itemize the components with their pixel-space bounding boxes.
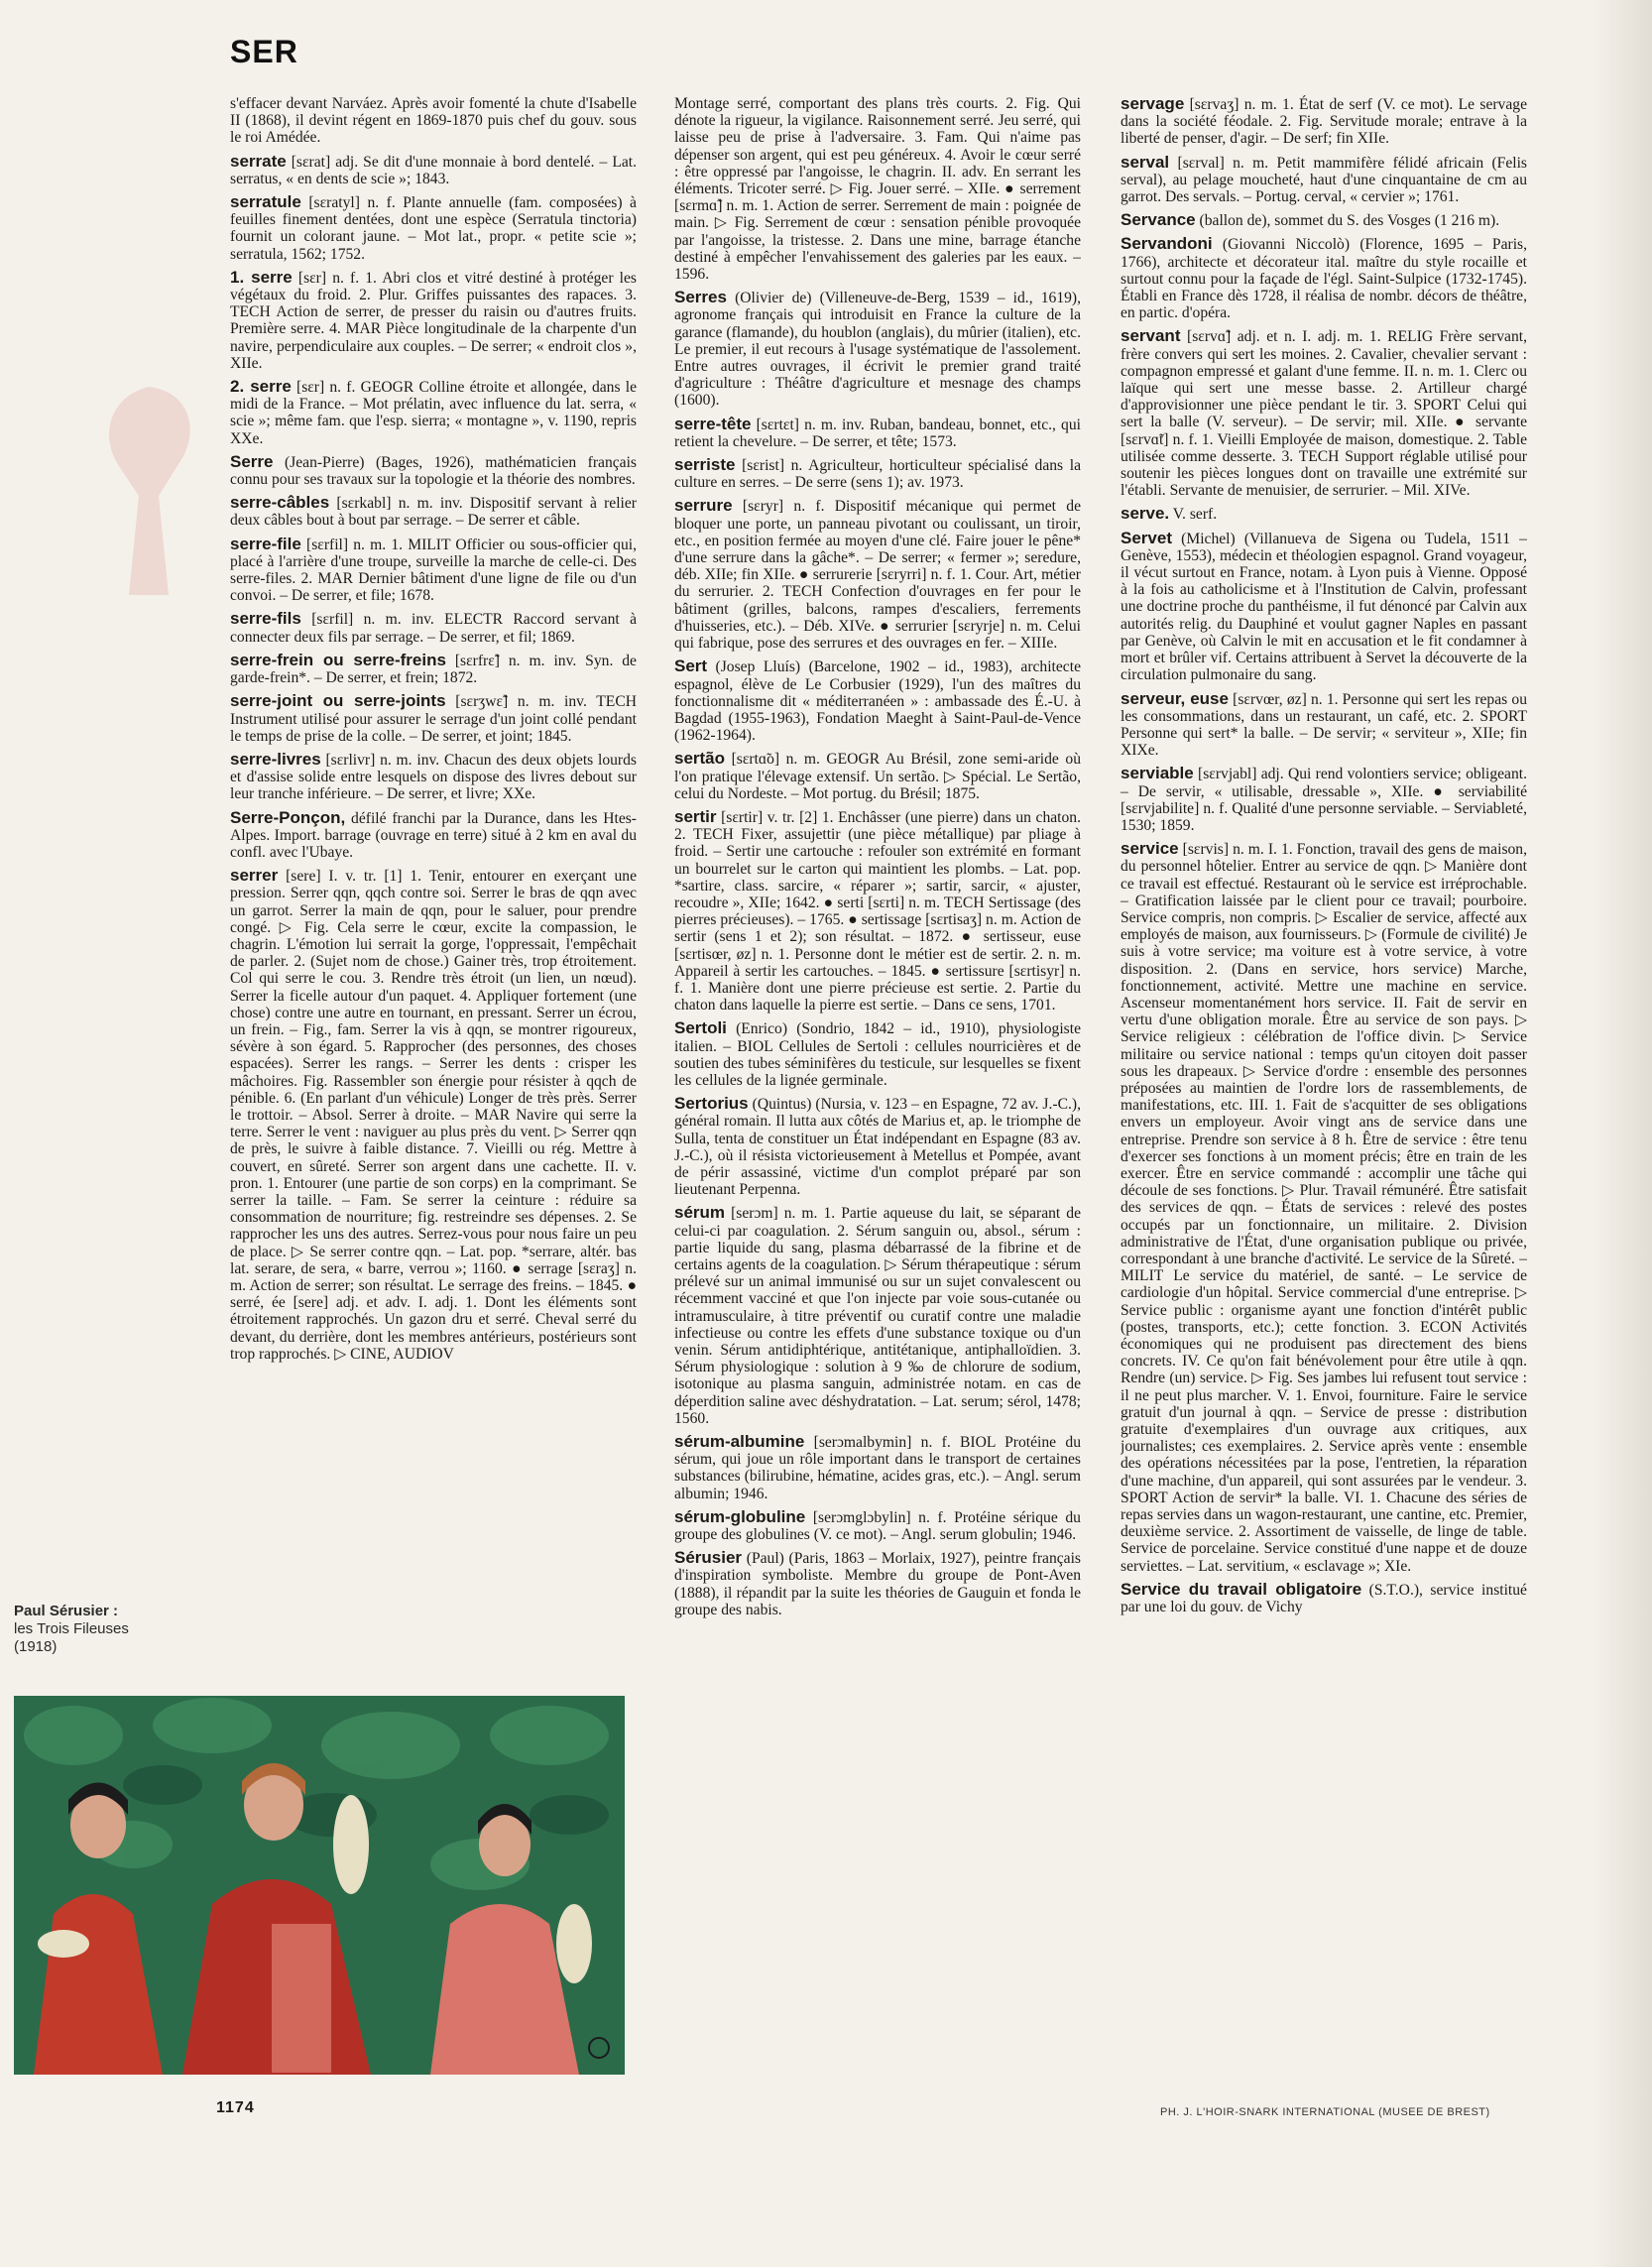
entry-headword: Serre-Ponçon, <box>230 807 346 827</box>
caption-year: (1918) <box>14 1638 58 1655</box>
entry-headword: serval <box>1121 152 1170 172</box>
entry-definition: Montage serré, comportant des plans très courts. 2. Fig. Qui dénote la rigueur, la vigilance. Raisonnement serré. Jeu serré, qui laisse peu de prise à l'adversaire. 3. Fam. Qui n'aime pas dépenser son argent, qui est peu généreux. 4. Avoir le cœur serré : être oppressé par l'angoisse, le chagrin. II. adv. En serrant les éléments. Tricoter serré. ▷ Fig. Jouer serré. – XIIe. ● serrement [sɛrmɑ̃] n. m. 1. Action de serrer. Serrement de main : poignée de main. ▷ Fig. Serrement de cœur : sensation pénible provoquée par l'angoisse, la tristesse. 2. Dans une mine, barrage étanche destiné à empêcher l'envahissement des galeries par les eaux. – 1596. <box>674 95 1081 284</box>
entry-definition: (Jean-Pierre) (Bages, 1926), mathématicien français connu pour ses travaux sur la topologie et la théorie des nombres. <box>230 453 637 489</box>
entry-definition: [sɛrfil] n. m. inv. ELECTR Raccord servant à connecter deux fils par serrage. – De serrer, et fil; 1869. <box>230 611 637 646</box>
entry-definition: (Giovanni Niccolò) (Florence, 1695 – Paris, 1766), architecte et décorateur ital. maître du style rocaille et surtout connu pour la façade de l'égl. Saint-Sulpice (1732-1745). Établi en France dès 1728, il réalisa de nombr. décors de théâtre, en partic. d'opéra. <box>1121 236 1527 322</box>
dictionary-entry <box>1121 235 1527 321</box>
entry-headword: servage <box>1121 95 1185 113</box>
dictionary-entry <box>674 456 1081 491</box>
dictionary-entry <box>674 1204 1081 1427</box>
entry-definition: [sɛr] n. f. GEOGR Colline étroite et allongée, dans le midi de la France. – Mot prélatin, avec influence du lat. serra, « scie »; même fam. que l'esp. sierra; « montagne », v. 1190, repris XXe. <box>230 379 637 447</box>
figure-caption <box>14 1603 212 1656</box>
entry-definition: [serɔmalbymin] n. f. BIOL Protéine du sérum, qui joue un rôle important dans le transport de certaines substances (bilirubine, hématine, acides gras, etc.). – Angl. serum albumin; 1946. <box>674 1434 1081 1502</box>
entry-definition: [serɔm] n. m. 1. Partie aqueuse du lait, se séparant de celui-ci par coagulation. 2. Sérum sanguin ou, absol., sérum : partie liquide du sang, plasma débarrassé de la fibrine et de certains agents de la coagulation. ▷ Sérum thérapeutique : sérum prélevé sur un animal immunisé ou sur un sujet convalescent ou récemment vacciné et que l'on injecte par voie sous-cutanée ou intramusculaire, à titre préventif ou curatif contre une maladie infectieuse ou contre les effets d'une substance toxique ou d'un venin. Sérum antidiphtérique, antitétanique, antiphalloïdien. 3. Sérum physiologique : solution à 9 ‰ de chlorure de sodium, isotonique au plasma sanguin, administrée notam. en cas de déperdition saline avec déshydratation. – Lat. serum; sérol, 1478; 1560. <box>674 1205 1081 1427</box>
entry-definition: (Michel) (Villanueva de Sigena ou Tudela, 1511 – Genève, 1553), médecin et théologien espagnol. Grand voyageur, il vécut surtout en France, notam. à Lyon puis à Vienne. Opposé à la fois au catholicisme et à l'Institution de Calvin, professant une doctrine proche du panthéisme, il fut dénoncé par Calvin aux autorités relig. du Dauphiné et voulut gagner Naples en passant par Genève, où Calvin le mit en accusation et le fit condamner à mort et brûler vif. Certains attribuent à Servet la découverte de la circulation pulmonaire du sang. <box>1121 530 1527 684</box>
dictionary-entry <box>230 610 637 645</box>
dictionary-entry <box>1121 1581 1527 1615</box>
entry-definition: [sɛrtir] v. tr. [2] 1. Enchâsser (une pierre) dans un chaton. 2. TECH Fixer, assujettir (une pièce métallique) par pliage à froid. – Sertir une cartouche : refouler son extrémité en formant un bourrelet sur le carton qui maintient les plombs. – Lat. pop. *sartire, class. sarcire, « réparer »; sartir, sarcir, « ajuster, recoudre », XIIe; 1642. ● serti [sɛrti] n. m. TECH Sertissage (des pierres précieuses). – 1765. ● sertissage [sɛrtisaʒ] n. m. Action de sertir (sens 1 et 2); son résultat. – 1872. ● sertisseur, euse [sɛrtisœr, øz] n. 1. Personne dont le métier est de sertir. 2. n. m. Appareil à sertir les cartouches. – 1845. ● sertissure [sɛrtisyr] n. f. 1. Manière dont une pierre précieuse est sertie. 2. Partie du chaton dans laquelle la pierre est sertie. – Dans ce sens, 1701. <box>674 808 1081 1014</box>
entry-headword: 1. serre <box>230 267 293 287</box>
entry-headword: serriste <box>674 455 736 475</box>
page-number: 1174 <box>216 2099 255 2116</box>
entry-definition: (Paul) (Paris, 1863 – Morlaix, 1927), peintre français d'inspiration symboliste. Membre du groupe de Pont-Aven (1888), il répandit par la suite les théories de Gauguin et fonda le groupe des nabis. <box>674 1550 1081 1618</box>
entry-definition: [sɛrvœr, øz] n. 1. Personne qui sert les repas ou les consommations, dans un restaurant, un café, etc. 2. SPORT Personne qui sert* la balle. – De servir; « serviteur », XIIe; fin XIXe. <box>1121 690 1527 760</box>
entry-definition: [sɛrat] adj. Se dit d'une monnaie à bord dentelé. – Lat. serratus, « en dents de scie »; 1843. <box>230 153 637 187</box>
dictionary-entry <box>230 867 637 1363</box>
entry-headword: sérum-globuline <box>674 1506 806 1526</box>
dictionary-entry <box>230 751 637 803</box>
photo-credit: PH. J. L'HOIR-SNARK INTERNATIONAL (MUSEE DE BREST) <box>1160 2106 1490 2118</box>
entry-headword: serre-fils <box>230 609 301 629</box>
dictionary-entry <box>230 809 637 862</box>
dictionary-entry <box>674 808 1081 1014</box>
entry-definition: [sɛrval] n. m. Petit mammifère félidé africain (Felis serval), au pelage moucheté, haut d'une cinquantaine de cm au garrot. Des servals. – Portug. cerval, « cervier »; 1761. <box>1121 154 1527 206</box>
entry-definition: [sɛryr] n. f. Dispositif mécanique qui permet de bloquer une porte, un panneau pivotant ou coulissant, un tiroir, etc., en position fermée au moyen d'une clé. Faire jouer le pêne* d'une serrure dans la gâche*. – De serrer; « fermer »; seredure, déb. XIIe; fin XIIe. ● serrurerie [sɛryrri] n. f. 1. Cour. Art, métier du serrurier. 2. TECH Confection d'ouvrages en fer pour le bâtiment (grilles, balcons, rampes d'escaliers, ferrements d'huisseries, etc.). – Déb. XIVe. ● serrurier [sɛryrje] n. m. Celui qui fabrique, pose des serrures et des ouvrages en fer. – XIIIe. <box>674 498 1081 653</box>
dictionary-entry <box>230 269 637 372</box>
entry-headword: sertão <box>674 749 726 769</box>
entry-definition: [sɛrlivr] n. m. inv. Chacun des deux objets lourds et d'assise solide entre lesquels on dispose des livres debout sur leur tranche inférieure. – De serrer, et livre; XXe. <box>230 751 637 803</box>
dictionary-entry <box>1121 327 1527 499</box>
entry-headword: serre-file <box>230 534 301 553</box>
entry-headword: service <box>1121 839 1179 859</box>
entry-definition: (Josep Lluís) (Barcelone, 1902 – id., 1983), architecte espagnol, élève de Le Corbusier (1929), l'un des maîtres du fonctionnalisme dit « méditerranéen » : ambassade des É.-U. à Bagdad (1955-1963), Fondation Maeght à Saint-Paul-de-Vence (1962-1964). <box>674 658 1081 745</box>
entry-definition: [sɛrʒwɛ̃] n. m. inv. TECH Instrument utilisé pour assurer le serrage d'un joint collé pendant le temps de prise de la colle. – De serrer, et joint; 1845. <box>230 693 637 745</box>
dictionary-entry <box>1121 530 1527 684</box>
dictionary-entry <box>1121 690 1527 760</box>
entry-definition: [sɛrtɛt] n. m. inv. Ruban, bandeau, bonnet, etc., qui retient la chevelure. – De serrer, et tête; 1573. <box>674 416 1081 450</box>
column-2 <box>674 95 1081 2085</box>
entry-headword: Sertoli <box>674 1018 727 1038</box>
entry-headword: sérum-albumine <box>674 1432 805 1452</box>
entry-headword: Sertorius <box>674 1094 749 1114</box>
dictionary-entry <box>230 453 637 488</box>
entry-definition: s'effacer devant Narváez. Après avoir fomenté la chute d'Isabelle II (1868), il devint régent en 1869-1870 puis chef du gouv. sous le roi Amédée. <box>230 95 637 147</box>
entry-headword: Sérusier <box>674 1548 743 1568</box>
painting-trois-fileuses <box>14 1696 625 2075</box>
entry-headword: serve. <box>1121 504 1170 524</box>
entry-headword: sérum <box>674 1203 726 1223</box>
entry-definition: (Olivier de) (Villeneuve-de-Berg, 1539 – id., 1619), agronome français qui introduisit en France la culture de la garance (flamande), du houblon (anglais), du mûrier (italien), etc. Le premier, il eut recours à l'usage systématique de l'assolement. Entre autres ouvrages, il écrivit le premier grand traité d'agriculture : Théâtre d'agriculture et mesnage des champs (1600). <box>674 290 1081 410</box>
entry-definition: (ballon de), sommet du S. des Vosges (1 216 m). <box>1199 212 1500 230</box>
dictionary-entry <box>230 95 637 147</box>
dictionary-entry <box>674 416 1081 450</box>
dictionary-entry <box>230 494 637 529</box>
entry-headword: Serre <box>230 451 274 471</box>
entry-definition: [sɛrist] n. Agriculteur, horticulteur spécialisé dans la culture en serres. – De serre (sens 1); av. 1973. <box>674 457 1081 492</box>
caption-title: les Trois Fileuses <box>14 1620 129 1637</box>
dictionary-entry <box>674 1549 1081 1618</box>
dictionary-entry <box>1121 154 1527 206</box>
entry-definition: [sɛrvis] n. m. I. 1. Fonction, travail des gens de maison, du personnel hôtelier. Entrer au service de qqn. ▷ Manière dont ce travail est effectué. Restaurant où le service est irréprochable. – Gratification laissée par le client pour ce travail; pourboire. Service compris, non compris. ▷ Escalier de service, affecté aux employés de maison, aux fournisseurs. ▷ (Formule de civilité) Je suis à votre service; ma voiture est à votre service, à votre disposition. 2. (Dans en service, hors service) Marche, fonctionnement, activité. Mettre une machine en service. Ascenseur momentanément hors service. II. Fait de servir en vertu d'une obligation morale. Être au service de son pays. ▷ Service religieux : célébration de l'office divin. ▷ Service militaire ou service national : temps qu'un citoyen doit passer sous les drapeaux. ▷ Service d'ordre : ensemble des personnes préposées au maintien de l'ordre lors de rassemblements, de manifestations, etc. III. 1. Fait de s'acquitter de ses obligations envers un employeur. Avoir vingt ans de service dans une entreprise. Prendre son service à 8 h. Être de service : être tenu d'exercer ses fonctions à un moment précis; être en train de les exercer. Être en service commandé : accomplir une tâche qui découle de ses fonctions. ▷ Plur. Travail rémunéré. Être satisfait des services de qqn. – États de services : relevé des postes occupés par un fonctionnaire, un militaire. 2. Division administrative de l'État, d'une organisation publique ou privée, correspondant à une branche d'activité. Le service de la Sûreté. – MILIT Le service du matériel, de santé. – Le service de cardiologie d'un hôpital. Service commercial d'une entreprise. ▷ Service public : organisme ayant une fonction d'intérêt public (postes, transports, etc.); cette fonction. 3. ECON Activités économiques qui ne produisent pas directement des biens concrets. IV. Ce qu'on fait bénévolement pour être utile à qqn. Rendre (un) service. ▷ Fig. Ses jambes lui refusent tout service : il ne peut plus marcher. V. 1. Envoi, fourniture. Faire le service gratuit d'un journal à qqn. – Service de presse : distribution gratuite d'exemplaires d'un ouvrage aux critiques, aux journalistes; ces exemplaires. 2. Service après vente : ensemble des opérations nécessitées par la pose, l'entretien, la réparation d'une machine, d'un appareil, qui sont assurées par le vendeur. 3. SPORT Action de servir* la balle. VI. 1. Chacune des séries de repas servies dans un wagon-restaurant, une cantine, etc. Premier, deuxième service. 2. Assortiment de vaisselle, de linge de table. Service de porcelaine. Service constitué d'une nappe et de douze serviettes. – Lat. servitium, « esclavage »; XIe. <box>1121 841 1527 1575</box>
entry-headword: serveur, euse <box>1121 688 1229 708</box>
dictionary-entry <box>674 497 1081 652</box>
dictionary-entry <box>1121 840 1527 1575</box>
entry-definition: V. serf. <box>1172 506 1218 524</box>
dictionary-entry <box>674 1019 1081 1089</box>
column-3 <box>1121 95 1527 2085</box>
dictionary-entry <box>674 1508 1081 1543</box>
dictionary-entry <box>1121 211 1527 229</box>
entry-definition: défilé franchi par la Durance, dans les Htes-Alpes. Import. barrage (ouvrage en terre) situé à 2 km en aval du confl. avec l'Ubaye. <box>230 809 637 861</box>
entry-definition: [sere] I. v. tr. [1] 1. Tenir, entourer en exerçant une pression. Serrer qqn, qqch contre soi. Serrer le bras de qqn avec un garrot. Serrer la main de qqn, pour le saluer, pour prendre congé. ▷ Fig. Cela serre le cœur, excite la compassion, le chagrin. L'émotion lui serrait la gorge, l'oppressait, l'empêchait de parler. 2. (Sujet nom de chose.) Gainer très, trop étroitement. Col qui serre le cou. 3. Rendre très étroit (un lien, un nœud). Serrer la ficelle autour d'un paquet. 4. Appliquer fortement (une chose) contre une autre en tournant, en pressant. Serrer un écrou, un frein. – Fig., fam. Serrer la vis à qqn, se montrer rigoureux, sévère à son égard. 5. Rapprocher (des personnes, des choses espacées). Serrer les rangs. – Serrer les dents : crisper les mâchoires. Fig. Rassembler son énergie pour résister à qqch de pénible. 6. (En parlant d'un véhicule) Longer de très près. Serrer le trottoir. – Absol. Serrer à droite. – MAR Navire qui serre la terre. Serrer le vent : naviguer au plus près du vent. ▷ Serrer qqn de près, le suivre à faible distance. 7. Vieilli ou rég. Mettre à couvert, en sûreté. Serrer son argent dans une cachette. II. v. pron. 1. Entourer (une partie de son corps) en la comprimant. Se serrer la taille. – Fam. Se serrer la ceinture : réduire sa consommation de nourriture; fig. restreindre ses dépenses. 2. Se rapprocher les uns des autres. Serrez-vous pour nous faire un peu de place. ▷ Se serrer contre qqn. – Lat. pop. *serrare, altér. bas lat. serare, de sera, « barre, verrou »; 1160. ● serrage [sɛraʒ] n. m. Action de serrer; son résultat. Le serrage des freins. – 1845. ● serré, ée [sere] adj. et adv. I. adj. 1. Dont les éléments sont étroitement rapprochés. Un gazon dru et serré. Cheval serré du devant, du derrière, dont les membres antérieurs, postérieurs sont trop rapprochés. ▷ CINE, AUDIOV <box>230 868 637 1363</box>
entry-definition: (S.T.O.), service institué par une loi du gouv. de Vichy <box>1121 1581 1527 1616</box>
dictionary-entry <box>230 536 637 605</box>
entry-definition: [sɛrfil] n. m. 1. MILIT Officier ou sous-officier qui, placé à l'arrière d'une troupe, surveille la marche de celle-ci. Des serre-files. 2. MAR Dernier bâtiment d'une ligne de file ou d'un convoi. – De serrer, et file; 1678. <box>230 536 637 605</box>
entry-headword: Servet <box>1121 528 1172 547</box>
dictionary-entry <box>230 692 637 745</box>
entry-definition: (Enrico) (Sondrio, 1842 – id., 1910), physiologiste italien. – BIOL Cellules de Sertoli : cellules nourricières et de soutien des tubes séminifères du testicule, sur lesquelles se fixent les cellules de la lignée germinale. <box>674 1020 1081 1089</box>
dictionary-entry <box>674 1095 1081 1198</box>
entry-definition: [sɛrtɑ̃o] n. m. GEOGR Au Brésil, zone semi-aride où l'on pratique l'élevage extensif. Un sertão. ▷ Spécial. Le Sertão, celui du Nordeste. – Mot portug. du Brésil; 1875. <box>674 751 1081 802</box>
entry-headword: servant <box>1121 326 1181 346</box>
dictionary-entry <box>674 289 1081 409</box>
page-edge-shadow <box>1593 0 1652 2267</box>
entry-headword: Serres <box>674 288 727 307</box>
painting-image <box>14 1696 625 2075</box>
dictionary-entry <box>1121 95 1527 148</box>
entry-headword: sertir <box>674 806 717 826</box>
caption-author: Paul Sérusier : <box>14 1603 119 1619</box>
dictionary-entry <box>230 153 637 187</box>
entry-definition: [sɛrvaʒ] n. m. 1. État de serf (V. ce mot). Le servage dans la société féodale. 2. Fig. Servitude morale; entrave à la liberté de penser, d'agir. – De serf; fin XIIe. <box>1121 96 1527 148</box>
dictionary-entry <box>674 750 1081 802</box>
dictionary-entry <box>230 378 637 447</box>
entry-headword: serre-tête <box>674 414 752 433</box>
entry-definition: (Quintus) (Nursia, v. 123 – en Espagne, 72 av. J.-C.), général romain. Il lutta aux côtés de Marius et, ap. le triomphe de Sulla, tenta de constituer un État indépendant en Espagne (83 av. J.-C.), où il résista victorieusement à Metellus et Pompée, avant de périr assassiné, victime d'un complot préparé par son lieutenant Perpenna. <box>674 1096 1081 1199</box>
dictionary-entry <box>674 95 1081 283</box>
entry-headword: Sert <box>674 656 708 676</box>
entry-definition: [sɛratyl] n. f. Plante annuelle (fam. composées) à feuilles finement dentées, dont une espèce (Serratula tinctoria) fournit un colorant jaune. – Mot lat., propr. « petite scie »; serratula, 1562; 1752. <box>230 194 637 263</box>
entry-definition: [sɛrkabl] n. m. inv. Dispositif servant à relier deux câbles bout à bout par serrage. – De serrer et câble. <box>230 495 637 530</box>
entry-headword: serviable <box>1121 764 1194 783</box>
entry-headword: serrate <box>230 151 287 171</box>
entry-headword: serre-joint ou serre-joints <box>230 691 446 711</box>
dictionary-entry <box>1121 765 1527 834</box>
entry-definition: [sɛrfrɛ̃] n. m. inv. Syn. de garde-frein*. – De serrer, et frein; 1872. <box>230 652 637 687</box>
entry-headword: serre-livres <box>230 749 321 769</box>
entry-headword: Servance <box>1121 210 1196 230</box>
entry-headword: Servandoni <box>1121 234 1213 254</box>
column-1 <box>230 95 637 1680</box>
entry-definition: [sɛrvɑ̃] adj. et n. I. adj. m. 1. RELIG Frère servant, frère convers qui sert les moines. 2. Cavalier, chevalier servant : compagnon empressé et galant d'une femme. II. n. m. 1. Clerc ou laïque qui sert une messe basse. 2. Artilleur chargé d'approvisionner une pièce pendant le tir. 3. SPORT Celui qui sert la balle (V. serveur). – De servir; mil. XIIe. ● servante [sɛrvɑ̃t] n. f. 1. Vieilli Employée de maison, domestique. 2. Table utilisée comme desserte. 3. TECH Support réglable utilisé pour soutenir les pièces longues dont on travaille une extrémité sur l'établi. Servante de menuisier, de serrurier. – Mil. XIVe. <box>1121 328 1527 500</box>
dictionary-entry <box>230 193 637 263</box>
entry-headword: Service du travail obligatoire <box>1121 1579 1362 1599</box>
entry-headword: serre-câbles <box>230 493 330 513</box>
dictionary-entry <box>1121 505 1527 523</box>
show-through-logo-mark <box>89 377 208 605</box>
entry-definition: [sɛrvjabl] adj. Qui rend volontiers service; obligeant. – De servir, « utilisable, dressable », XIIe. ● serviabilité [sɛrvjabilite] n. f. Qualité d'une personne serviable. – Serviableté, 1530; 1859. <box>1121 766 1527 834</box>
entry-headword: serratule <box>230 192 301 212</box>
entry-headword: 2. serre <box>230 377 292 397</box>
entry-headword: serre-frein ou serre-freins <box>230 650 446 669</box>
entry-headword: serrure <box>674 496 733 516</box>
dictionary-entry <box>674 1433 1081 1502</box>
running-head: SER <box>230 34 298 69</box>
entry-headword: serrer <box>230 866 279 886</box>
entry-definition: [sɛr] n. f. 1. Abri clos et vitré destiné à protéger les végétaux du froid. 2. Plur. Griffes puissantes des rapaces. 3. TECH Action de serrer, de presser du raisin ou d'autres fruits. Première serre. 4. MAR Pièce longitudinale de la charpente d'un navire, perpendiculaire aux couples. – De serrer; « endroit clos », XIIe. <box>230 269 637 372</box>
dictionary-entry <box>674 657 1081 744</box>
dictionary-entry <box>230 652 637 686</box>
entry-definition: [serɔmglɔbylin] n. f. Protéine sérique du groupe des globulines (V. ce mot). – Angl. serum globulin; 1946. <box>674 1508 1081 1544</box>
